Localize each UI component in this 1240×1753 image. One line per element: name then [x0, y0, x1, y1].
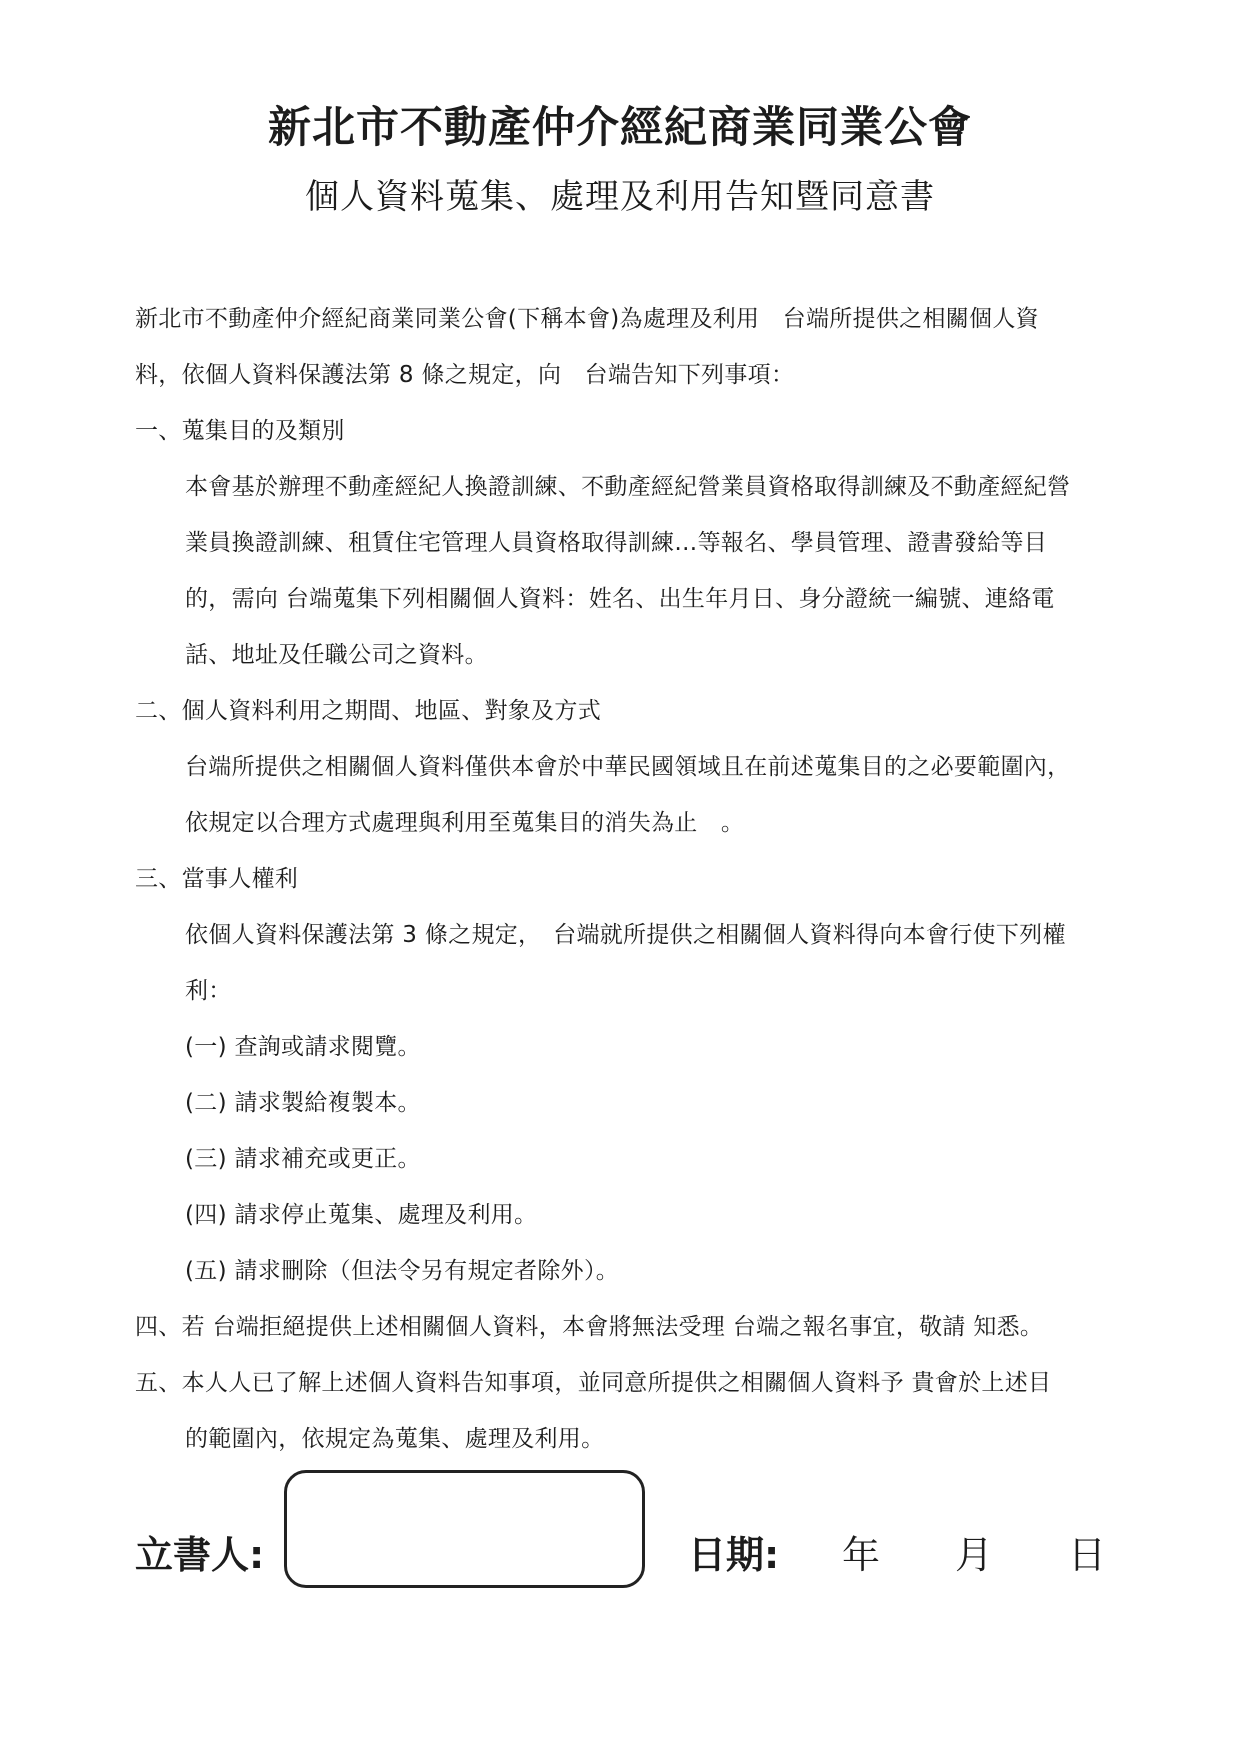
rights-item-2: (二) 請求製給複製本。 [185, 1090, 421, 1116]
section-2-line-1: 台端所提供之相關個人資料僅供本會於中華民國領域且在前述蒐集目的之必要範圍內， [185, 754, 1071, 780]
section-1-line-3: 的，需向 台端蒐集下列相關個人資料：姓名、出生年月日、身分證統一編號、連絡電 [185, 586, 1055, 612]
date-year-unit: 年 [842, 1533, 881, 1577]
document-title: 新北市不動產仲介經紀商業同業公會 [268, 103, 972, 153]
rights-item-1: (一) 查詢或請求閱覽。 [185, 1034, 421, 1060]
intro-line-2: 料，依個人資料保護法第 8 條之規定，向 台端告知下列事項： [135, 362, 795, 388]
section-1-line-4: 話、地址及任職公司之資料。 [185, 642, 488, 668]
intro-line-1: 新北市不動產仲介經紀商業同業公會(下稱本會)為處理及利用 台端所提供之相關個人資 [135, 306, 1039, 332]
section-1-heading: 一、蒐集目的及類別 [135, 418, 345, 444]
clause-five-line-1: 五、本人人已了解上述個人資料告知事項，並同意所提供之相關個人資料予 貴會於上述目 [135, 1370, 1052, 1396]
section-3-line-2: 利： [185, 978, 232, 1004]
section-1-line-1: 本會基於辦理不動產經紀人換證訓練、不動產經紀營業員資格取得訓練及不動產經紀營 [185, 474, 1071, 500]
document-subtitle: 個人資料蒐集、處理及利用告知暨同意書 [305, 177, 935, 217]
signature-box[interactable] [284, 1470, 645, 1588]
rights-item-3: (三) 請求補充或更正。 [185, 1146, 421, 1172]
rights-item-5: (五) 請求刪除（但法令另有規定者除外）。 [185, 1258, 620, 1284]
clause-five-line-2: 的範圍內，依規定為蒐集、處理及利用。 [185, 1426, 605, 1452]
date-day-unit: 日 [1068, 1533, 1107, 1577]
signer-label: 立書人: [135, 1533, 265, 1577]
date-month-unit: 月 [955, 1533, 994, 1577]
date-label: 日期: [688, 1533, 780, 1577]
section-1-line-2: 業員換證訓練、租賃住宅管理人員資格取得訓練…等報名、學員管理、證書發給等目 [185, 530, 1048, 556]
section-2-heading: 二、個人資料利用之期間、地區、對象及方式 [135, 698, 601, 724]
section-3-line-1: 依個人資料保護法第 3 條之規定， 台端就所提供之相關個人資料得向本會行使下列權 [185, 922, 1066, 948]
section-3-heading: 三、當事人權利 [135, 866, 299, 892]
rights-item-4: (四) 請求停止蒐集、處理及利用。 [185, 1202, 538, 1228]
section-2-line-2: 依規定以合理方式處理與利用至蒐集目的消失為止 。 [185, 810, 745, 836]
clause-four: 四、若 台端拒絕提供上述相關個人資料，本會將無法受理 台端之報名事宜，敬請 知悉。 [135, 1314, 1044, 1340]
